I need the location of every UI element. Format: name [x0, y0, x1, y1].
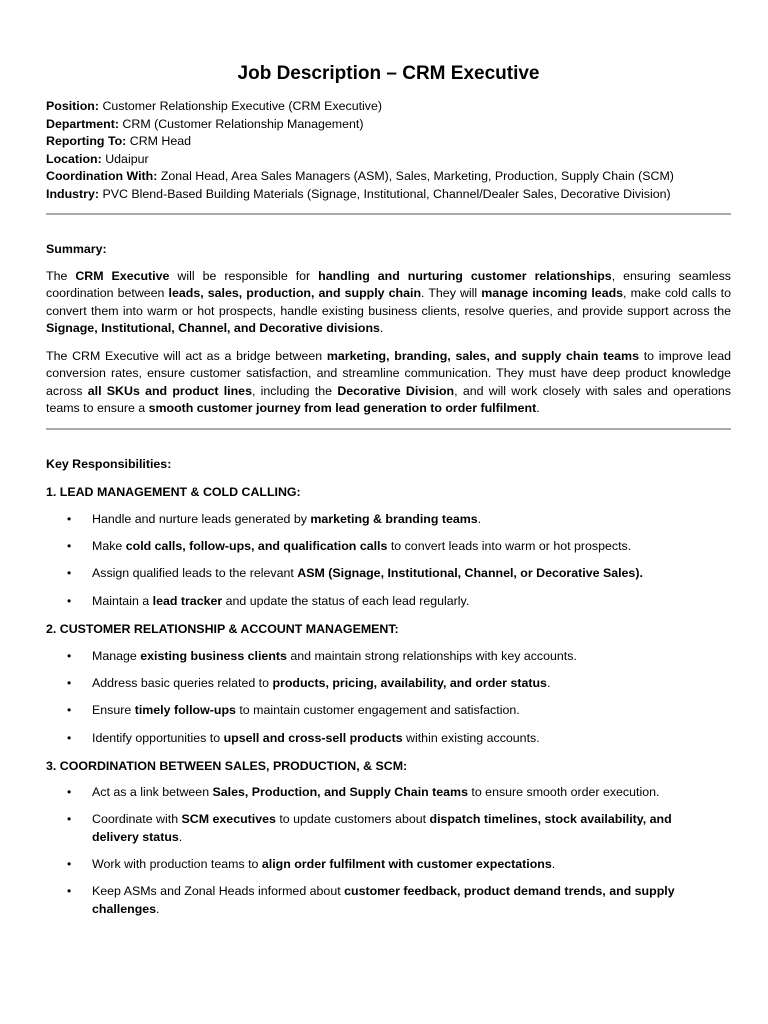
job-meta-block	[46, 98, 731, 204]
text-run: , ensuring seamless coordination between	[46, 269, 731, 301]
bold-run: SCM executives	[181, 812, 276, 827]
text-run: Coordinate with	[92, 812, 182, 827]
text-run: to ensure smooth order execution.	[467, 785, 660, 799]
customer-relationship-list	[46, 648, 731, 757]
bold-run: existing business clients	[140, 649, 287, 663]
bold-run: ASM (Signage, Institutional, Channel, or Decorative Sales).	[297, 566, 643, 581]
summary-paragraph-2	[46, 348, 731, 418]
bold-run: all SKUs and product lines	[87, 383, 252, 398]
list-item	[46, 784, 731, 802]
text-run: Assign qualified leads to the relevant	[92, 566, 298, 581]
list-item	[46, 811, 731, 846]
text-run: .	[178, 829, 183, 844]
text-run: Maintain a	[92, 593, 153, 608]
text-run: and maintain strong relationships with key accounts.	[286, 649, 577, 663]
bold-run: products, pricing, availability, and order status	[272, 676, 547, 691]
bold-run: smooth customer journey from lead generation to order fulfilment	[148, 401, 537, 416]
text-run: will be responsible for	[169, 269, 319, 283]
coordination-list	[46, 784, 731, 928]
meta-label: Position:	[46, 99, 99, 113]
bold-run: align order fulfilment with customer expectations	[261, 856, 552, 871]
text-run: .	[156, 901, 160, 916]
responsibilities-heading: Key Responsibilities:	[46, 457, 172, 471]
meta-industry	[46, 186, 731, 204]
text-run: . They will	[421, 286, 482, 301]
bold-run: lead tracker	[152, 593, 223, 608]
section-title-customer-relationship: 2. CUSTOMER RELATIONSHIP & ACCOUNT MANAGEMENT:	[46, 622, 399, 636]
summary-heading: Summary:	[46, 242, 107, 256]
bullet-icon: •	[67, 884, 72, 899]
text-run: , make cold calls to convert them into warm or hot prospects, handle existing business clients, resolve queries, and provide support across the	[46, 286, 731, 318]
text-run: Make	[92, 539, 126, 554]
meta-value: Customer Relationship Executive (CRM Executive)	[99, 99, 383, 113]
bold-run: dispatch timelines, stock availability, and delivery status	[92, 812, 672, 844]
text-run: .	[477, 512, 482, 526]
list-item	[46, 511, 731, 529]
meta-reporting-to	[46, 133, 731, 151]
list-item	[46, 675, 731, 693]
list-item	[46, 593, 731, 611]
list-item	[46, 538, 731, 556]
bullet-icon: •	[67, 512, 72, 526]
text-run: The CRM Executive will act as a bridge between	[46, 349, 327, 363]
section-divider	[46, 428, 731, 430]
text-run: Work with production teams to	[92, 856, 262, 871]
section-divider	[46, 213, 731, 215]
bold-run: handling and nurturing customer relationships	[318, 269, 612, 283]
bold-run: manage incoming leads	[481, 286, 624, 301]
bullet-icon: •	[67, 703, 72, 718]
bullet-icon: •	[67, 593, 72, 608]
bold-run: leads, sales, production, and supply chain	[168, 286, 422, 301]
text-run: Address basic queries related to	[92, 676, 273, 691]
text-run: to convert leads into warm or hot prospects.	[387, 539, 632, 554]
meta-value: Zonal Head, Area Sales Managers (ASM), Sales, Marketing, Production, Supply Chain (SCM)	[157, 169, 674, 184]
text-run: to maintain customer engagement and satisfaction.	[235, 703, 520, 718]
bold-run: marketing & branding teams	[310, 512, 478, 526]
meta-label: Location:	[46, 151, 102, 166]
bullet-icon: •	[67, 730, 72, 745]
bold-run: customer feedback, product demand trends, and supply challenges	[92, 884, 675, 916]
text-run: Identify opportunities to	[92, 730, 224, 745]
bullet-icon: •	[67, 676, 72, 691]
summary-paragraph-1	[46, 268, 731, 338]
text-run: and update the status of each lead regularly.	[222, 593, 470, 608]
meta-value: CRM Head	[126, 134, 192, 149]
bullet-icon: •	[67, 856, 72, 871]
bold-run: marketing, branding, sales, and supply chain teams	[326, 349, 639, 363]
bullet-icon: •	[67, 785, 72, 799]
list-item	[46, 702, 731, 720]
text-run: The	[46, 269, 76, 283]
meta-coordination	[46, 168, 731, 186]
meta-department	[46, 116, 731, 134]
text-run: .	[379, 321, 384, 336]
list-item	[46, 565, 731, 583]
meta-value: PVC Blend-Based Building Materials (Signage, Institutional, Channel/Dealer Sales, Decorative Division)	[99, 186, 671, 201]
text-run: Act as a link between	[92, 785, 213, 799]
text-run: Handle and nurture leads generated by	[92, 512, 311, 526]
lead-management-list	[46, 511, 731, 620]
bullet-icon: •	[67, 812, 72, 827]
bullet-icon: •	[67, 649, 72, 663]
meta-position	[46, 98, 731, 116]
bullet-icon: •	[67, 539, 72, 554]
section-title-lead-management: 1. LEAD MANAGEMENT & COLD CALLING:	[46, 485, 301, 499]
text-run: , including the	[251, 383, 338, 398]
list-item	[46, 648, 731, 666]
page-title: Job Description – CRM Executive	[237, 63, 540, 84]
meta-value: Udaipur	[101, 151, 149, 166]
section-title-coordination: 3. COORDINATION BETWEEN SALES, PRODUCTION, & SCM:	[46, 759, 408, 773]
text-run: Manage	[92, 649, 141, 663]
text-run: Ensure	[92, 703, 135, 718]
text-run: to improve lead conversion rates, ensure customer satisfaction, and streamline communication. They must have deep product knowledge across	[46, 349, 731, 398]
text-run: .	[551, 856, 556, 871]
text-run: within existing accounts.	[402, 730, 540, 745]
text-run: .	[546, 676, 551, 691]
list-item	[46, 883, 731, 918]
bold-run: Sales, Production, and Supply Chain teams	[212, 785, 468, 799]
meta-label: Coordination With:	[46, 169, 158, 184]
bold-run: Signage, Institutional, Channel, and Decorative divisions	[46, 321, 380, 336]
bold-run: cold calls, follow-ups, and qualification calls	[125, 539, 388, 554]
meta-location	[46, 151, 731, 169]
bullet-icon: •	[67, 566, 72, 581]
bold-run: upsell and cross-sell products	[223, 730, 403, 745]
list-item	[46, 856, 731, 874]
list-item	[46, 730, 731, 748]
text-run: , and will work closely with sales and operations teams to ensure a	[46, 383, 731, 416]
text-run: .	[536, 401, 540, 416]
bold-run: timely follow-ups	[134, 703, 236, 718]
text-run: to update customers about	[275, 812, 430, 827]
text-run: Keep ASMs and Zonal Heads informed about	[92, 884, 345, 899]
bold-run: CRM Executive	[75, 269, 170, 283]
meta-label: Reporting To:	[46, 134, 127, 149]
bold-run: Decorative Division	[337, 383, 455, 398]
meta-label: Industry:	[46, 186, 100, 201]
meta-value: CRM (Customer Relationship Management)	[118, 116, 364, 131]
meta-label: Department:	[46, 116, 119, 131]
